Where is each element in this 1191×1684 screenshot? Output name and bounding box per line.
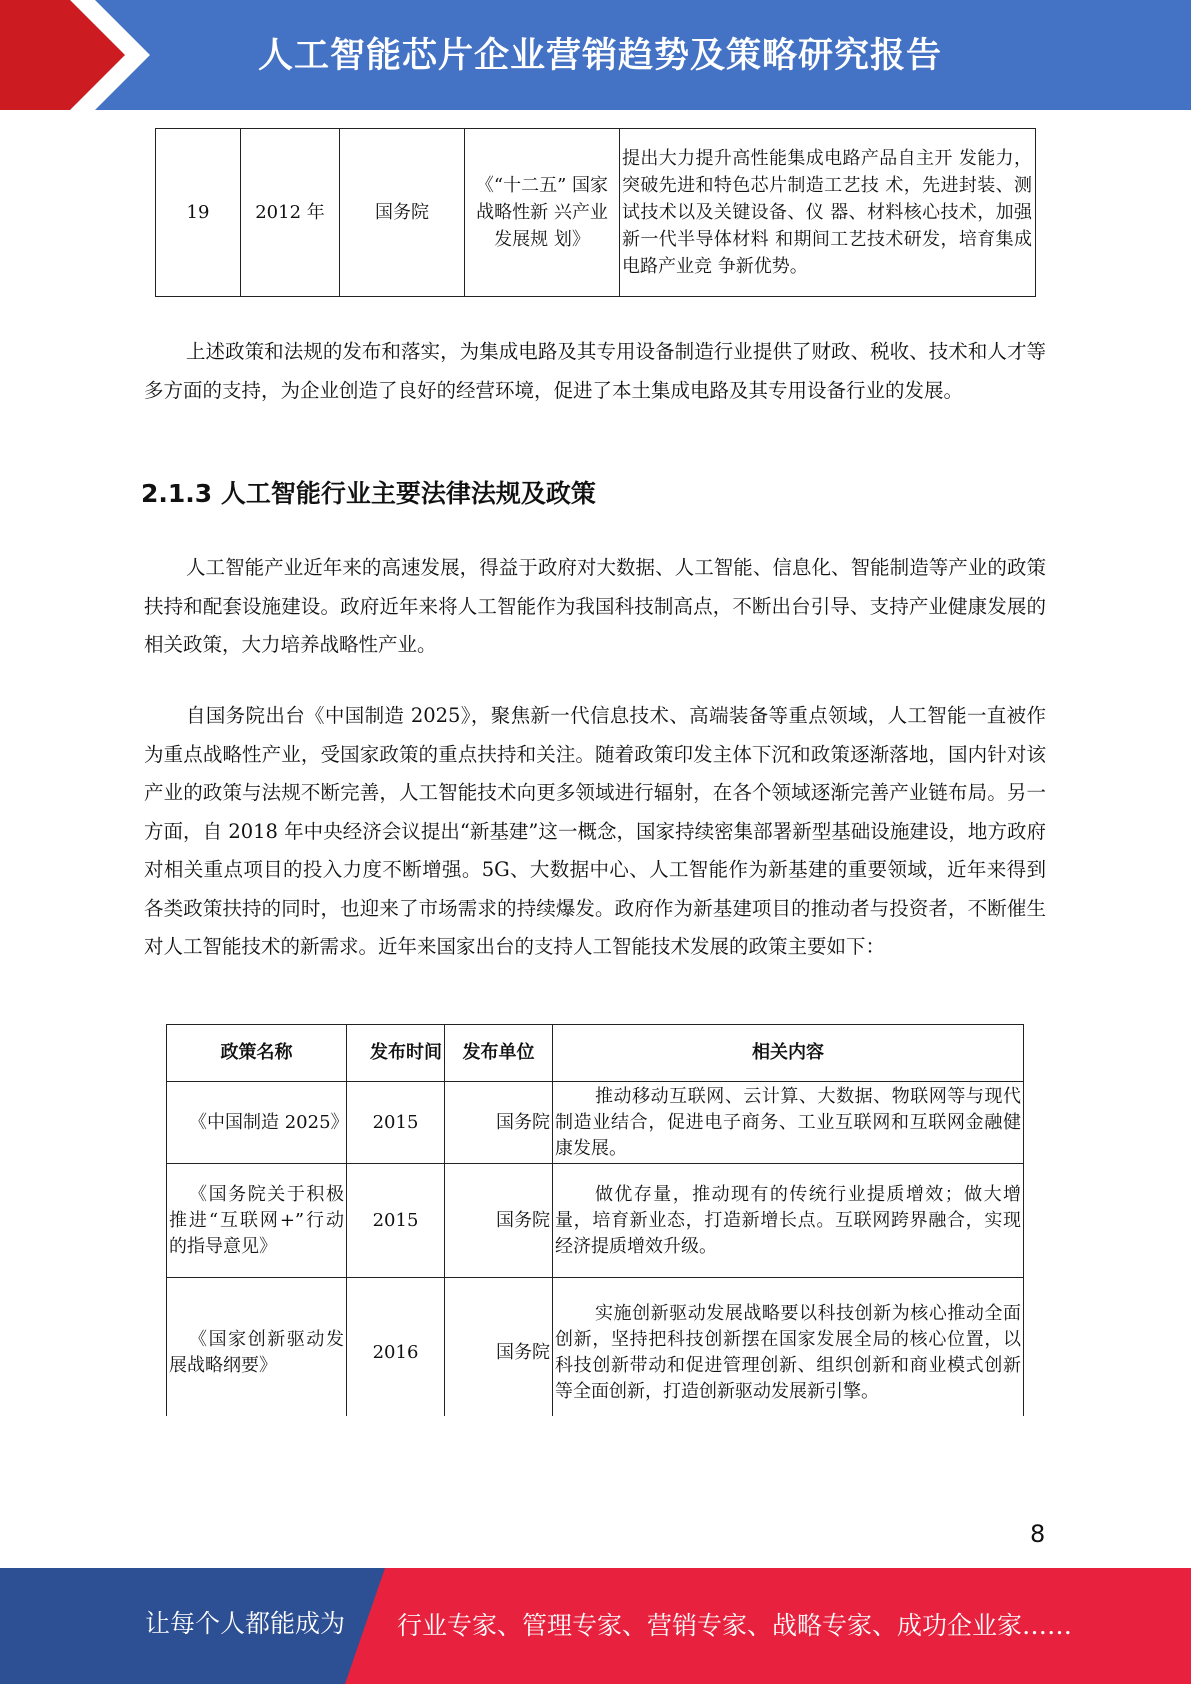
policy-unit: 国务院 — [445, 1082, 553, 1164]
footer-slogan-right: 行业专家、管理专家、营销专家、战略专家、成功企业家…… — [397, 1611, 1073, 1640]
paragraph: 自国务院出台《中国制造 2025》，聚焦新一代信息技术、高端装备等重点领域，人工智能一直被作为重点战略性产业，受国家政策的重点扶持和关注。随着政策印发主体下沉和政策逐渐落地，国内针对该产业的政策与法规不断完善，人工智能技术向更多领域进行辐射，在各个领域逐渐完善产业链布局。另一方面，自 2018 年中央经济会议提出“新基建”这一概念，国家持续密集部署新型基础设施建设，地方政府对相关重点项目的投入力度不断增强。5G、大数据中心、人工智能作为新基建的重要领域，近年来得到各类政策扶持的同时，也迎来了市场需求的持续爆发。政府作为新基建项目的推动者与投资者，不断催生对人工智能技术的新需求。近年来国家出台的支持人工智能技术发展的政策主要如下： — [144, 704, 1046, 958]
table-row — [167, 1164, 1024, 1278]
policy-year: 2015 — [347, 1164, 445, 1278]
policy-content: 做优存量，推动现有的传统行业提质增效；做大增量，培育新业态，打造新增长点。互联网跨界融合，实现经济提质增效升级。 — [553, 1164, 1024, 1278]
section-heading: 2.1.3 人工智能行业主要法律法规及政策 — [141, 479, 596, 508]
page-footer — [0, 1568, 1191, 1684]
policy-year: 2015 — [347, 1082, 445, 1164]
col-header-content: 相关内容 — [553, 1025, 1024, 1082]
page-number: 8 — [1030, 1520, 1046, 1548]
table-header-row — [167, 1025, 1024, 1082]
row-year: 2012 年 — [241, 129, 340, 297]
page-header — [0, 0, 1191, 110]
row-content: 提出大力提升高性能集成电路产品自主开 发能力，突破先进和特色芯片制造工艺技 术，先进封装、测试技术以及关键设备、仪 器、材料核心技术，加强新一代半导体材料 和期间工艺技术研发，培育集成电路产业竞 争新优势。 — [620, 129, 1036, 297]
policy-table — [166, 1024, 1024, 1416]
row-policy: 《“十二五” 国家战略性新 兴产业发展规 划》 — [465, 129, 620, 297]
col-header-time: 发布时间 — [347, 1025, 445, 1082]
table-row — [156, 129, 1036, 297]
policy-content: 推动移动互联网、云计算、大数据、物联网等与现代制造业结合，促进电子商务、工业互联网和互联网金融健康发展。 — [553, 1082, 1024, 1164]
row-issuer: 国务院 — [340, 129, 465, 297]
footer-slogan-left: 让每个人都能成为 — [145, 1609, 346, 1638]
policy-unit: 国务院 — [445, 1278, 553, 1417]
policy-year: 2016 — [347, 1278, 445, 1417]
header-arrow-icon — [0, 0, 160, 110]
col-header-name: 政策名称 — [167, 1025, 347, 1082]
policy-name: 《中国制造 2025》 — [167, 1082, 347, 1164]
col-header-unit: 发布单位 — [445, 1025, 553, 1082]
policy-name: 《国家创新驱动发展战略纲要》 — [167, 1278, 347, 1417]
row-index: 19 — [156, 129, 241, 297]
table-row — [167, 1082, 1024, 1164]
policy-unit: 国务院 — [445, 1164, 553, 1278]
table-row — [167, 1278, 1024, 1417]
policy-table-container — [166, 1024, 1024, 1416]
report-title: 人工智能芯片企业营销趋势及策略研究报告 — [258, 36, 943, 76]
paragraph: 上述政策和法规的发布和落实，为集成电路及其专用设备制造行业提供了财政、税收、技术和人才等多方面的支持，为企业创造了良好的经营环境，促进了本土集成电路及其专用设备行业的发展。 — [144, 340, 1046, 402]
policy-content: 实施创新驱动发展战略要以科技创新为核心推动全面创新，坚持把科技创新摆在国家发展全局的核心位置，以科技创新带动和促进管理创新、组织创新和商业模式创新等全面创新，打造创新驱动发展新引擎。 — [553, 1278, 1024, 1417]
paragraph: 人工智能产业近年来的高速发展，得益于政府对大数据、人工智能、信息化、智能制造等产业的政策扶持和配套设施建设。政府近年来将人工智能作为我国科技制高点，不断出台引导、支持产业健康发展的相关政策，大力培养战略性产业。 — [144, 556, 1046, 656]
policy-name: 《国务院关于积极推进“互联网+”行动的指导意见》 — [167, 1164, 347, 1278]
policy-table-continued — [155, 128, 1036, 297]
